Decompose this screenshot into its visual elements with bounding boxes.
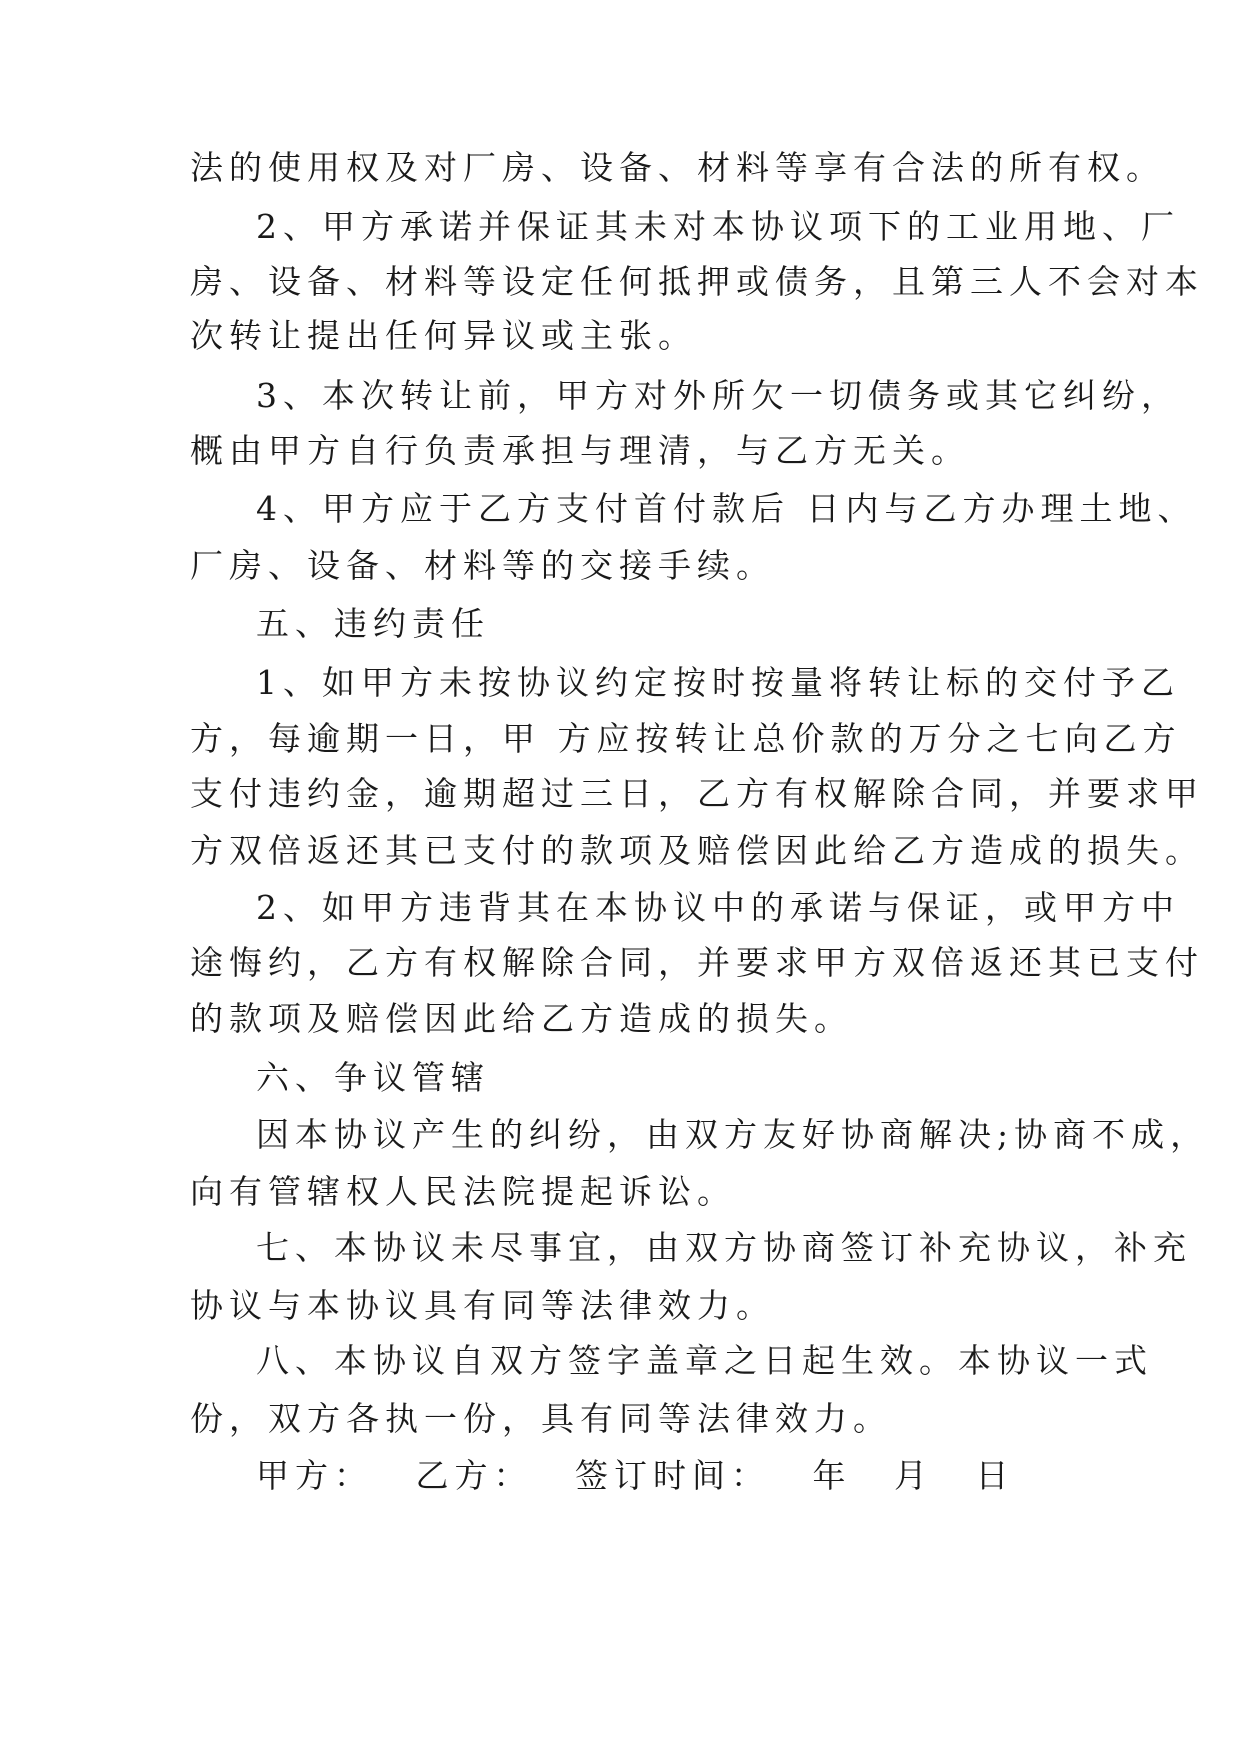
section-heading: 六、争议管辖 (256, 1058, 490, 1097)
text-line: 房、设备、材料等设定任何抵押或债务，且第三人不会对本 (190, 262, 1204, 301)
text-line: 4、甲方应于乙方支付首付款后 日内与乙方办理土地、 (256, 489, 1197, 528)
text-line: 的款项及赔偿因此给乙方造成的损失。 (190, 999, 853, 1038)
text-line: 途悔约，乙方有权解除合同，并要求甲方双倍返还其已支付 (190, 943, 1204, 982)
text-line: 八、本协议自双方签字盖章之日起生效。本协议一式 (256, 1341, 1153, 1380)
text-line: 厂房、设备、材料等的交接手续。 (190, 546, 775, 585)
text-line: 因本协议产生的纠纷，由双方友好协商解决;协商不成， (256, 1115, 1210, 1154)
party-b-label: 乙方： (415, 1456, 533, 1495)
text-line: 次转让提出任何异议或主张。 (190, 316, 697, 355)
text-line: 概由甲方自行负责承担与理清，与乙方无关。 (190, 431, 970, 470)
text-line: 向有管辖权人民法院提起诉讼。 (190, 1172, 736, 1211)
text-line: 方双倍返还其已支付的款项及赔偿因此给乙方造成的损失。 (190, 831, 1204, 870)
sign-time-label: 签订时间： (575, 1456, 770, 1495)
party-a-label: 甲方： (256, 1456, 373, 1495)
text-line: 法的使用权及对厂房、设备、材料等享有合法的所有权。 (190, 148, 1165, 187)
text-line: 2、如甲方违背其在本协议中的承诺与保证，或甲方中 (256, 888, 1180, 927)
year-label: 年 (812, 1456, 852, 1495)
month-label: 月 (894, 1456, 933, 1495)
day-label: 日 (975, 1456, 1015, 1495)
section-heading: 五、违约责任 (256, 604, 490, 643)
text-line: 方，每逾期一日，甲 方应按转让总价款的万分之七向乙方 (190, 719, 1182, 758)
text-line: 协议与本协议具有同等法律效力。 (190, 1286, 775, 1325)
text-line: 3、本次转让前，甲方对外所欠一切债务或其它纠纷， (256, 376, 1180, 415)
signature-line (256, 1456, 1041, 1496)
text-line: 支付违约金，逾期超过三日，乙方有权解除合同，并要求甲 (190, 774, 1204, 813)
text-line: 2、甲方承诺并保证其未对本协议项下的工业用地、厂 (256, 207, 1180, 246)
text-line: 份，双方各执一份，具有同等法律效力。 (190, 1399, 892, 1438)
text-line: 七、本协议未尽事宜，由双方协商签订补充协议，补充 (256, 1228, 1192, 1267)
text-line: 1、如甲方未按协议约定按时按量将转让标的交付予乙 (256, 663, 1180, 702)
